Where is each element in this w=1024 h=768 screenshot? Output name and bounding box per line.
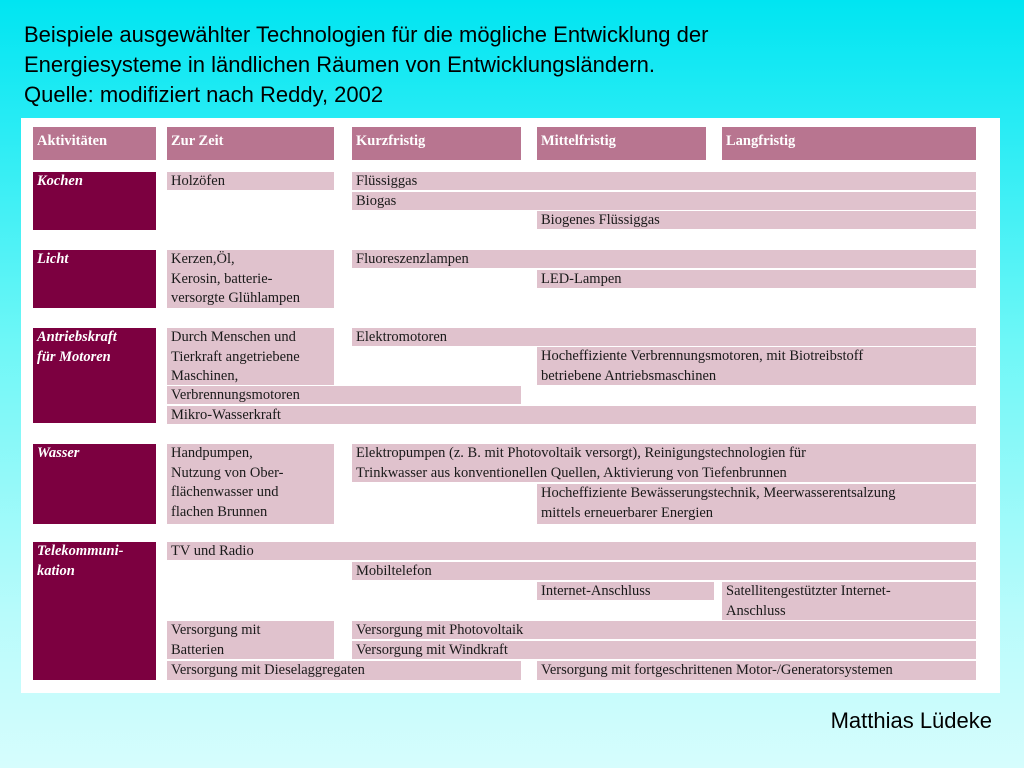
cell-licht-now bbox=[167, 250, 334, 308]
cell-versorgung-batterien-line: Batterien bbox=[171, 641, 225, 658]
cell-licht-now-line: Kerzen,Öl, bbox=[171, 251, 235, 267]
header-long-term: Langfristig bbox=[722, 127, 976, 160]
cell-holzoefen: Holzöfen bbox=[167, 172, 334, 190]
cell-versorgung-batterien-line: Versorgung mit bbox=[171, 622, 261, 638]
cell-mobiltelefon: Mobiltelefon bbox=[352, 562, 976, 580]
cell-hocheffiziente-motoren bbox=[537, 347, 976, 385]
cell-satellit-internet-line: Satellitengestützter Internet- bbox=[726, 583, 891, 599]
cell-versorgung-photovoltaik: Versorgung mit Photovoltaik bbox=[352, 621, 976, 639]
cell-biogenes-fluessiggas: Biogenes Flüssiggas bbox=[537, 211, 976, 229]
cell-elektropumpen-line: Trinkwasser aus konventionellen Quellen, Aktivierung von Tiefenbrunnen bbox=[356, 464, 787, 481]
header-medium-term: Mittelfristig bbox=[537, 127, 706, 160]
cell-bewaesserungstechnik-line: Hocheffiziente Bewässerungstechnik, Meerwasserentsalzung bbox=[541, 485, 896, 501]
cell-wasser-now-line: Handpumpen, bbox=[171, 445, 253, 461]
header-now: Zur Zeit bbox=[167, 127, 334, 160]
activity-telekommunikation bbox=[33, 542, 156, 680]
cell-wasser-now-line: Nutzung von Ober- bbox=[171, 464, 284, 481]
cell-bewaesserungstechnik-line: mittels erneuerbarer Energien bbox=[541, 504, 714, 521]
header-short-term: Kurzfristig bbox=[352, 127, 521, 160]
cell-satellit-internet-line: Anschluss bbox=[726, 602, 786, 619]
cell-antrieb-now bbox=[167, 328, 334, 385]
cell-fluoreszenzlampen: Fluoreszenzlampen bbox=[352, 250, 976, 268]
title-line-1: Beispiele ausgewählter Technologien für die mögliche Entwicklung der bbox=[24, 22, 709, 47]
activity-wasser: Wasser bbox=[33, 444, 156, 524]
cell-antrieb-now-line: Maschinen, bbox=[171, 368, 239, 384]
cell-fluessiggas: Flüssiggas bbox=[352, 172, 976, 190]
title-line-2: Energiesysteme in ländlichen Räumen von Entwicklungsländern. bbox=[24, 52, 656, 77]
cell-mikro-wasserkraft: Mikro-Wasserkraft bbox=[167, 406, 976, 424]
cell-satellit-internet bbox=[722, 582, 976, 620]
author-name: Matthias Lüdeke bbox=[830, 708, 992, 733]
cell-hocheffiziente-motoren-line: betriebene Antriebsmaschinen bbox=[541, 367, 717, 384]
cell-biogas: Biogas bbox=[352, 192, 976, 210]
cell-led-lampen: LED-Lampen bbox=[537, 270, 976, 288]
activity-antriebskraft-line: Antriebskraft bbox=[37, 329, 117, 345]
cell-versorgung-motor-generator: Versorgung mit fortgeschrittenen Motor-/Generatorsystemen bbox=[537, 661, 976, 680]
cell-tv-radio: TV und Radio bbox=[167, 542, 976, 560]
cell-versorgung-windkraft: Versorgung mit Windkraft bbox=[352, 641, 976, 659]
cell-versorgung-diesel: Versorgung mit Dieselaggregaten bbox=[167, 661, 521, 680]
cell-licht-now-line: Kerosin, batterie- bbox=[171, 270, 273, 287]
cell-licht-now-line: versorgte Glühlampen bbox=[171, 290, 300, 306]
activity-kochen: Kochen bbox=[33, 172, 156, 230]
cell-bewaesserungstechnik bbox=[537, 484, 976, 524]
cell-hocheffiziente-motoren-line: Hocheffiziente Verbrennungsmotoren, mit Biotreibstoff bbox=[541, 348, 864, 364]
activity-telekommunikation-line: kation bbox=[37, 562, 75, 579]
cell-antrieb-now-line: Tierkraft angetriebene bbox=[171, 348, 300, 365]
activity-telekommunikation-line: Telekommuni- bbox=[37, 543, 124, 559]
slide-title bbox=[24, 20, 1004, 110]
activity-antriebskraft bbox=[33, 328, 156, 423]
activity-licht: Licht bbox=[33, 250, 156, 308]
technology-table bbox=[21, 118, 1000, 693]
activity-antriebskraft-line: für Motoren bbox=[37, 348, 111, 365]
cell-versorgung-batterien bbox=[167, 621, 334, 659]
cell-antrieb-now-line: Durch Menschen und bbox=[171, 329, 296, 345]
cell-elektropumpen bbox=[352, 444, 976, 482]
cell-wasser-now-line: flachen Brunnen bbox=[171, 503, 268, 520]
cell-wasser-now-line: flächenwasser und bbox=[171, 484, 279, 500]
cell-verbrennungsmotoren: Verbrennungsmotoren bbox=[167, 386, 521, 404]
cell-elektromotoren: Elektromotoren bbox=[352, 328, 976, 346]
cell-wasser-now bbox=[167, 444, 334, 524]
title-line-3: Quelle: modifiziert nach Reddy, 2002 bbox=[24, 82, 384, 107]
cell-internet-anschluss: Internet-Anschluss bbox=[537, 582, 714, 600]
header-activities: Aktivitäten bbox=[33, 127, 156, 160]
cell-elektropumpen-line: Elektropumpen (z. B. mit Photovoltaik versorgt), Reinigungstechnologien für bbox=[356, 445, 806, 461]
